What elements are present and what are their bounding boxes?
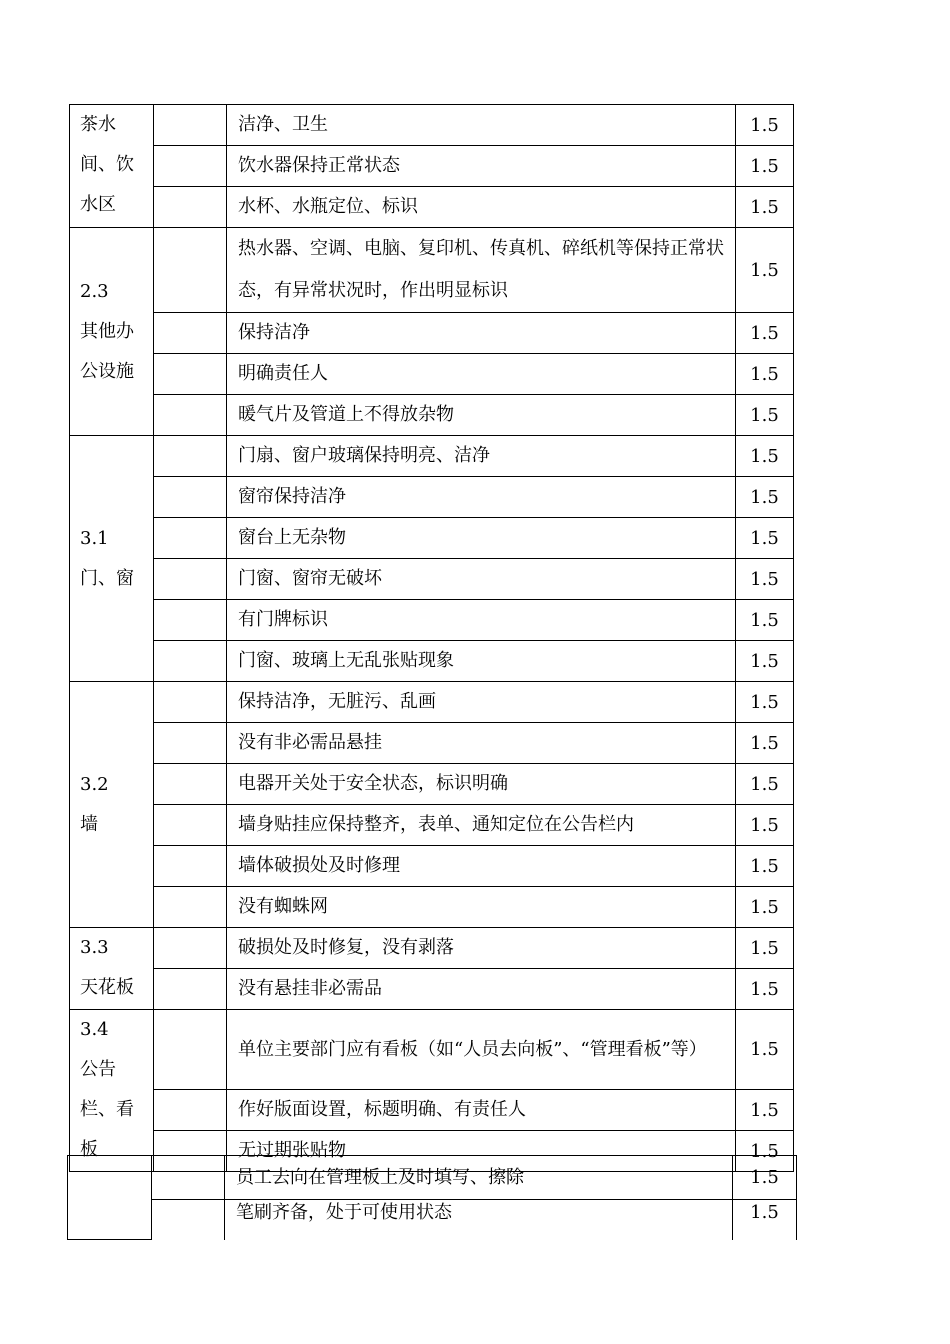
item-text: 保持洁净，无脏污、乱画 <box>227 682 736 723</box>
blank-cell <box>154 559 227 600</box>
item-text: 单位主要部门应有看板（如“人员去向板”、“管理看板”等） <box>227 1010 736 1090</box>
table-row <box>70 723 794 764</box>
item-text: 门窗、窗帘无破坏 <box>227 559 736 600</box>
table-row <box>70 354 794 395</box>
item-text: 破损处及时修复，没有剥落 <box>227 928 736 969</box>
item-text: 饮水器保持正常状态 <box>227 146 736 187</box>
blank-cell <box>154 436 227 477</box>
blank-category-cell <box>68 1156 152 1240</box>
blank-cell <box>154 600 227 641</box>
blank-cell <box>154 354 227 395</box>
score-cell: 1.5 <box>736 887 794 928</box>
score-cell: 1.5 <box>736 1131 794 1172</box>
blank-cell <box>152 1200 225 1240</box>
blank-cell <box>154 1010 227 1090</box>
blank-cell <box>154 805 227 846</box>
blank-cell <box>154 228 227 313</box>
blank-cell <box>154 1090 227 1131</box>
score-cell: 1.5 <box>733 1200 797 1240</box>
score-cell: 1.5 <box>736 354 794 395</box>
item-text: 墙体破损处及时修理 <box>227 846 736 887</box>
score-cell: 1.5 <box>736 313 794 354</box>
score-cell: 1.5 <box>736 969 794 1010</box>
score-cell: 1.5 <box>736 723 794 764</box>
item-text: 员工去向在管理板上及时填写、擦除 <box>225 1156 733 1200</box>
blank-cell <box>154 641 227 682</box>
blank-cell <box>154 477 227 518</box>
table-row <box>70 395 794 436</box>
table-row <box>70 1090 794 1131</box>
item-text: 没有蜘蛛网 <box>227 887 736 928</box>
score-cell: 1.5 <box>736 146 794 187</box>
item-text: 作好版面设置，标题明确、有责任人 <box>227 1090 736 1131</box>
category-3-4: 3.4 公告 栏、看 板 <box>70 1010 154 1172</box>
blank-cell <box>154 682 227 723</box>
score-cell: 1.5 <box>736 228 794 313</box>
score-cell: 1.5 <box>736 559 794 600</box>
blank-cell <box>154 846 227 887</box>
table-row <box>70 436 794 477</box>
score-cell: 1.5 <box>736 477 794 518</box>
blank-cell <box>154 187 227 228</box>
score-cell: 1.5 <box>736 682 794 723</box>
table-row <box>70 887 794 928</box>
item-text: 有门牌标识 <box>227 600 736 641</box>
blank-cell <box>154 105 227 146</box>
table-row <box>70 969 794 1010</box>
item-text: 窗帘保持洁净 <box>227 477 736 518</box>
item-text: 无过期张贴物 <box>227 1131 736 1172</box>
item-text: 墙身贴挂应保持整齐，表单、通知定位在公告栏内 <box>227 805 736 846</box>
blank-cell <box>154 395 227 436</box>
table-row <box>70 641 794 682</box>
blank-cell <box>154 723 227 764</box>
score-cell: 1.5 <box>736 846 794 887</box>
table-row <box>70 846 794 887</box>
blank-cell <box>154 146 227 187</box>
table-row <box>70 600 794 641</box>
table-row <box>70 928 794 969</box>
blank-cell <box>154 313 227 354</box>
category-3-3: 3.3 天花板 <box>70 928 154 1010</box>
category-3-2: 3.2 墙 <box>70 682 154 928</box>
table-row <box>70 764 794 805</box>
score-cell: 1.5 <box>736 1010 794 1090</box>
item-text: 没有悬挂非必需品 <box>227 969 736 1010</box>
blank-cell <box>152 1156 225 1200</box>
score-cell: 1.5 <box>736 600 794 641</box>
item-text: 电器开关处于安全状态，标识明确 <box>227 764 736 805</box>
item-text: 热水器、空调、电脑、复印机、传真机、碎纸机等保持正常状态，有异常状况时，作出明显标识 <box>227 228 736 313</box>
score-cell: 1.5 <box>733 1156 797 1200</box>
score-cell: 1.5 <box>736 641 794 682</box>
table-row <box>70 1010 794 1090</box>
table-row <box>70 105 794 146</box>
item-text: 没有非必需品悬挂 <box>227 723 736 764</box>
score-cell: 1.5 <box>736 105 794 146</box>
item-text: 保持洁净 <box>227 313 736 354</box>
table-row <box>70 228 794 313</box>
table-row <box>70 313 794 354</box>
score-cell: 1.5 <box>736 928 794 969</box>
table-row <box>70 682 794 723</box>
table-row <box>70 477 794 518</box>
table-row <box>70 146 794 187</box>
blank-cell <box>154 887 227 928</box>
item-text: 水杯、水瓶定位、标识 <box>227 187 736 228</box>
score-cell: 1.5 <box>736 395 794 436</box>
score-cell: 1.5 <box>736 187 794 228</box>
score-cell: 1.5 <box>736 518 794 559</box>
table-row <box>68 1156 797 1200</box>
item-text: 笔刷齐备，处于可使用状态 <box>225 1200 733 1240</box>
table-row <box>70 559 794 600</box>
item-text: 门扇、窗户玻璃保持明亮、洁净 <box>227 436 736 477</box>
score-cell: 1.5 <box>736 764 794 805</box>
checklist-table-continued <box>67 1155 797 1240</box>
item-text: 明确责任人 <box>227 354 736 395</box>
table-row <box>70 518 794 559</box>
category-tea-room: 茶水 间、饮 水区 <box>70 105 154 228</box>
item-text: 窗台上无杂物 <box>227 518 736 559</box>
category-2-3: 2.3 其他办 公设施 <box>70 228 154 436</box>
table-row <box>70 187 794 228</box>
checklist-table <box>69 104 794 1172</box>
score-cell: 1.5 <box>736 805 794 846</box>
blank-cell <box>154 764 227 805</box>
table-row <box>70 805 794 846</box>
item-text: 洁净、卫生 <box>227 105 736 146</box>
item-text: 门窗、玻璃上无乱张贴现象 <box>227 641 736 682</box>
score-cell: 1.5 <box>736 436 794 477</box>
item-text: 暖气片及管道上不得放杂物 <box>227 395 736 436</box>
category-3-1: 3.1 门、窗 <box>70 436 154 682</box>
blank-cell <box>154 928 227 969</box>
blank-cell <box>154 969 227 1010</box>
table-row <box>68 1200 797 1240</box>
blank-cell <box>154 518 227 559</box>
score-cell: 1.5 <box>736 1090 794 1131</box>
